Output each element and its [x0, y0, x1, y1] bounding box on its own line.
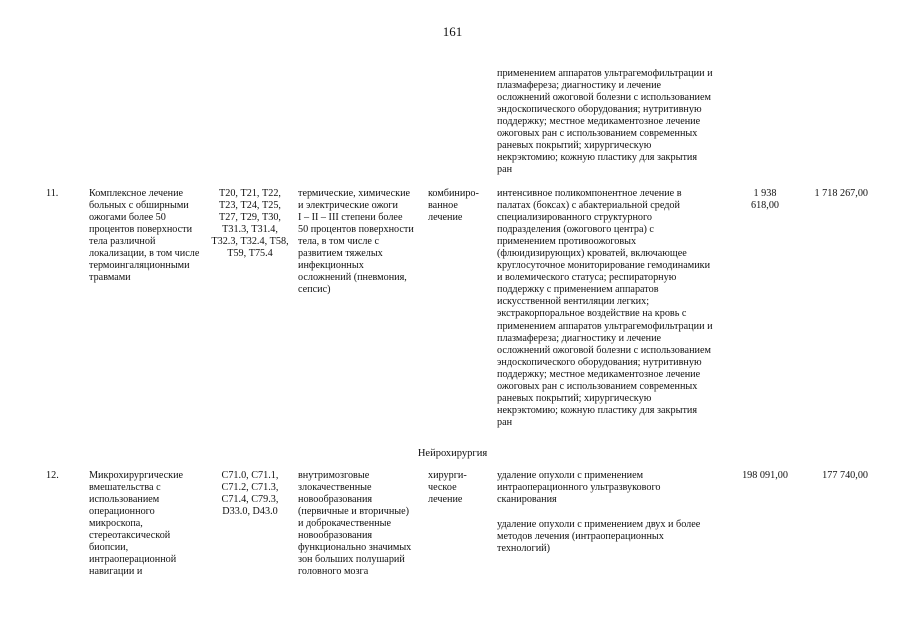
patient-model: термические, химические и электрические ожоги I – II – III степени более 50 процентов поверхности тела, в том числе с развитием тяжелых инфекционных осложнений (пневмония, сепсис) — [298, 188, 414, 296]
cost-value-1: 198 091,00 — [742, 470, 788, 481]
treatment-method-2: удаление опухоли с применением двух и более методов лечения (интраоперационных технологий) — [497, 519, 701, 555]
row-number: 11. — [46, 188, 59, 199]
patient-model: внутримозговые злокачественные новообразования (первичные и вторичные) и доброкачественные новообразования функционально значимых зон больших полушарий головного мозга — [298, 470, 412, 578]
page-number: 161 — [442, 24, 463, 39]
icd-codes: С71.0, С71.1, С71.2, С71.3, С71.4, С79.3, D33.0, D43.0 — [221, 470, 279, 518]
treatment-type: хирурги- ческое лечение — [428, 470, 467, 506]
care-type-name: Микрохирургические вмешательства с использованием операционного микроскопа, стереотаксической биопсии, интраоперационной навигации и — [89, 470, 184, 578]
care-type-name: Комплексное лечение больных с обширными ожогами более 50 процентов поверхности тела различной локализации, в том числе термоингаляционными травмами — [89, 188, 200, 284]
row-number: 12. — [46, 470, 59, 481]
cost-value-2: 1 718 267,00 — [814, 188, 868, 199]
cost-value-1: 1 938 618,00 — [750, 188, 779, 212]
icd-codes: Т20, Т21, Т22, Т23, Т24, Т25, Т27, Т29, Т30, Т31.3, Т31.4, Т32.3, Т32.4, Т58, Т59, Т75.4 — [211, 188, 289, 260]
treatment-type: комбиниро- ванное лечение — [428, 188, 479, 224]
treatment-method: интенсивное поликомпонентное лечение в палатах (боксах) с абактериальной средой специализированного структурного подразделения (ожогового центра) с применением противоожоговых (флюидизирующих) кроватей, включающее круглосуточное мониторирование гемодинамики и волемического статуса; респираторную поддержку с применением аппаратов искусственной вентиляции легких; экстракорпоральное воздействие на кровь с применением аппаратов ультрагемофильтрации и плазмафереза; диагностику и лечение осложнений ожоговой болезни с использованием эндоскопического оборудования; нутритивную поддержку; местное медикаментозное лечение ожоговых ран с использованием современных раневых покрытий; хирургическую некрэктомию; кожную пластику для закрытия ран — [497, 188, 713, 428]
treatment-method-1: удаление опухоли с применением интраоперационного ультразвукового сканирования — [497, 470, 661, 506]
continued-method-text: применением аппаратов ультрагемофильтрации и плазмафереза; диагностику и лечение осложнений ожоговой болезни с использованием эндоскопического оборудования; нутритивную поддержку; местное медикаментозное лечение ожоговых ран с использованием современных раневых покрытий; хирургическую некрэктомию; кожную пластику для закрытия ран — [497, 68, 713, 176]
section-title: Нейрохирургия — [417, 448, 488, 459]
cost-value-2: 177 740,00 — [822, 470, 868, 481]
